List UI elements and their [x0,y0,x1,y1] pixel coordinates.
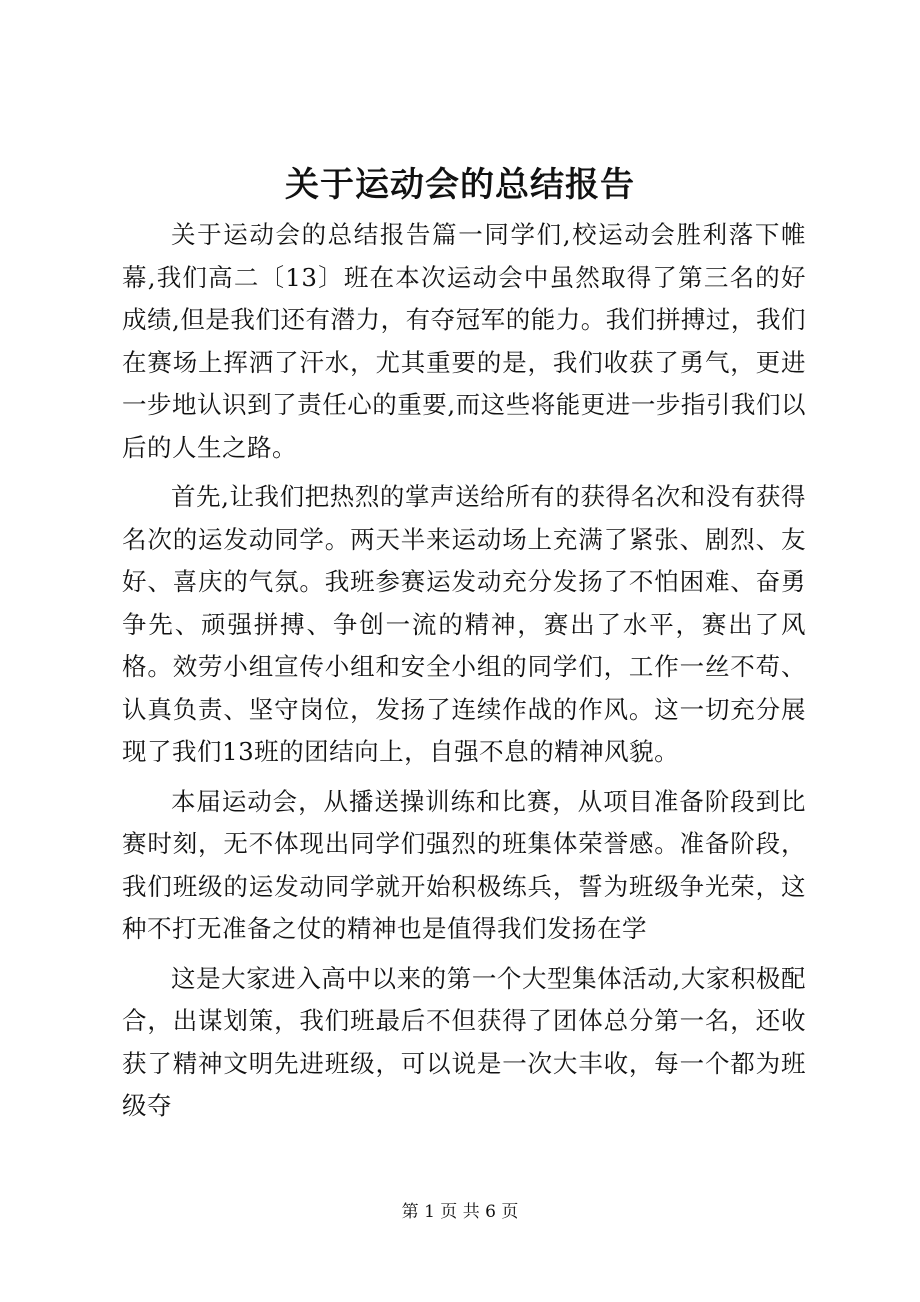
paragraph-2: 首先,让我们把热烈的掌声送给所有的获得名次和没有获得名次的运发动同学。两天半来运动场上充满了紧张、剧烈、友好、喜庆的气氛。我班参赛运发动充分发扬了不怕困难、奋勇争先、顽强拼搏、争创一流的精神，赛出了水平，赛出了风格。效劳小组宣传小组和安全小组的同学们，工作一丝不苟、认真负责、坚守岗位，发扬了连续作战的作风。这一切充分展现了我们13班的团结向上，自强不息的精神风貌。 [122,482,806,766]
paragraph-3: 本届运动会，从播送操训练和比赛，从项目准备阶段到比赛时刻，无不体现出同学们强烈的班集体荣誉感。准备阶段，我们班级的运发动同学就开始积极练兵，誓为班级争光荣，这种不打无准备之仗的精神也是值得我们发扬在学 [122,786,806,943]
paragraph-1: 关于运动会的总结报告篇一同学们,校运动会胜利落下帷幕,我们高二〔13〕班在本次运动会中虽然取得了第三名的好成绩,但是我们还有潜力，有夺冠军的能力。我们拼搏过，我们在赛场上挥洒了汗水，尤其重要的是，我们收获了勇气，更进一步地认识到了责任心的重要,而这些将能更进一步指引我们以后的人生之路。 [122,220,806,462]
page-footer: 第 1 页 共 6 页 [401,1202,519,1222]
document-body [122,214,806,1128]
paragraph-4: 这是大家进入高中以来的第一个大型集体活动,大家积极配合，出谋划策，我们班最后不但获得了团体总分第一名，还收获了精神文明先进班级，可以说是一次大丰收，每一个都为班级夺 [122,963,806,1120]
document-title: 关于运动会的总结报告 [285,165,635,205]
